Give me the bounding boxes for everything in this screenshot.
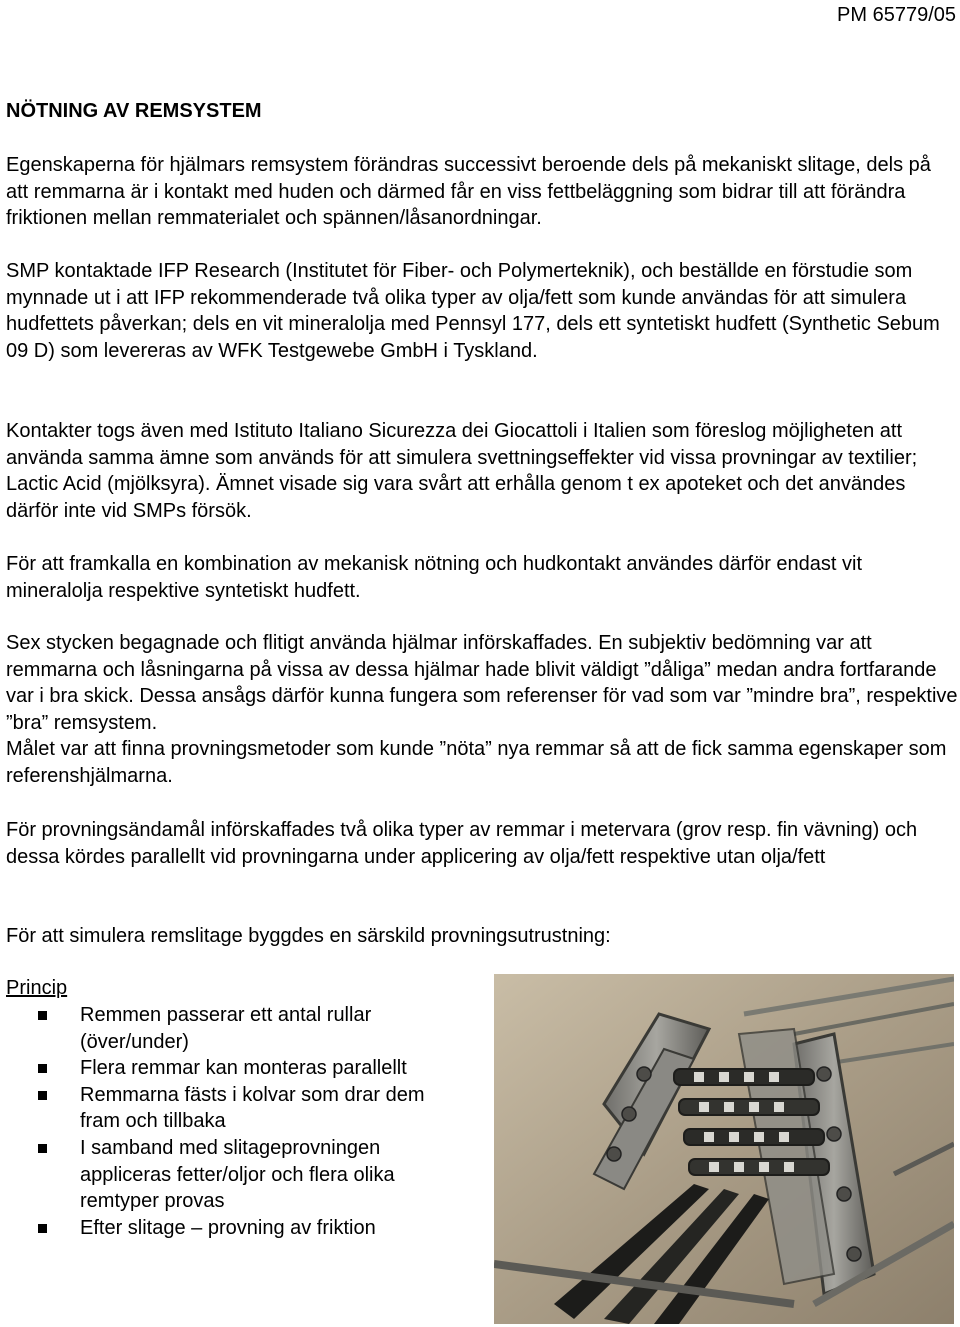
paragraph-goal: Målet var att finna provningsmetoder som kunde ”nöta” nya remmar så att de fick samma egenskaper som referenshjälmarna. — [6, 738, 947, 787]
principle-heading: Princip — [6, 977, 68, 999]
list-item — [38, 1215, 438, 1242]
test-rig-photo — [494, 974, 954, 1324]
list-item-text: Flera remmar kan monteras parallellt — [80, 1057, 407, 1080]
test-rig-illustration — [494, 974, 954, 1324]
paragraph-ifp-research: SMP kontaktade IFP Research (Institutet för Fiber- och Polymerteknik), och beställde en förstudie som mynnade ut i att IFP rekommenderade två olika typer av olja/fett som kunde användas för att simulera hudfettets påverkan; dels en vit mineralolja med Pennsyl 177, dels ett syntetiskt hudfett (Synthetic Sebum 09 D) som levereras av WFK Testgewebe GmbH i Tyskland. — [6, 260, 940, 362]
paragraph-helmets: Sex stycken begagnade och flitigt använda hjälmar införskaffades. En subjektiv bedömning var att remmarna och låsningarna på vissa av dessa hjälmar hade blivit väldigt ”dåliga” medan andra fortfarande var i bra skick. Dessa ansågs därför kunna fungera som referenser för vad som var ”mindre bra”, respektive ”bra” remsystem. — [6, 632, 958, 734]
list-item-text: I samband med slitageprovningen appliceras fetter/oljor och flera olika remtyper provas — [80, 1136, 395, 1213]
list-item-text: Remmarna fästs i kolvar som drar dem fram och tillbaka — [80, 1083, 425, 1133]
document-id: PM 65779/05 — [837, 4, 956, 26]
paragraph-combination: För att framkalla en kombination av mekanisk nötning och hudkontakt användes därför endast vit mineralolja respektive syntetiskt hudfett. — [6, 553, 863, 602]
list-item-text: Remmen passerar ett antal rullar (över/under) — [80, 1004, 372, 1053]
list-item — [38, 1055, 438, 1082]
square-bullet-icon — [38, 1224, 47, 1233]
square-bullet-icon — [38, 1011, 47, 1020]
square-bullet-icon — [38, 1144, 47, 1153]
paragraph-test-straps: För provningsändamål införskaffades två olika typer av remmar i metervara (grov resp. fin vävning) och dessa kördes parallellt vid provningarna under applicering av olja/fett respektive utan olja/fett — [6, 819, 918, 868]
square-bullet-icon — [38, 1064, 47, 1073]
list-item — [38, 1082, 438, 1135]
square-bullet-icon — [38, 1091, 47, 1100]
paragraph-equipment: För att simulera remslitage byggdes en särskild provningsutrustning: — [6, 925, 611, 947]
principle-list — [38, 1002, 438, 1241]
list-item-text: Efter slitage – provning av friktion — [80, 1216, 376, 1239]
paragraph-intro: Egenskaperna för hjälmars remsystem förändras successivt beroende dels på mekaniskt slitage, dels på att remmarna är i kontakt med huden och därmed får en viss fettbeläggning som bidrar till att förändra friktionen mellan remmaterialet och spännen/låsanordningar. — [6, 154, 931, 230]
page-title: NÖTNING AV REMSYSTEM — [6, 100, 262, 122]
list-item — [38, 1135, 438, 1215]
paragraph-istituto-italiano: Kontakter togs även med Istituto Italiano Sicurezza dei Giocattoli i Italien som föreslog möjligheten att använda samma ämne som används för att simulera svettningseffekter vid vissa provningar av textilier; Lactic Acid (mjölksyra). Ämnet visade sig vara svårt att erhålla genom t ex apoteket och det användes därför inte vid SMPs försök. — [6, 420, 918, 522]
list-item — [38, 1002, 438, 1055]
